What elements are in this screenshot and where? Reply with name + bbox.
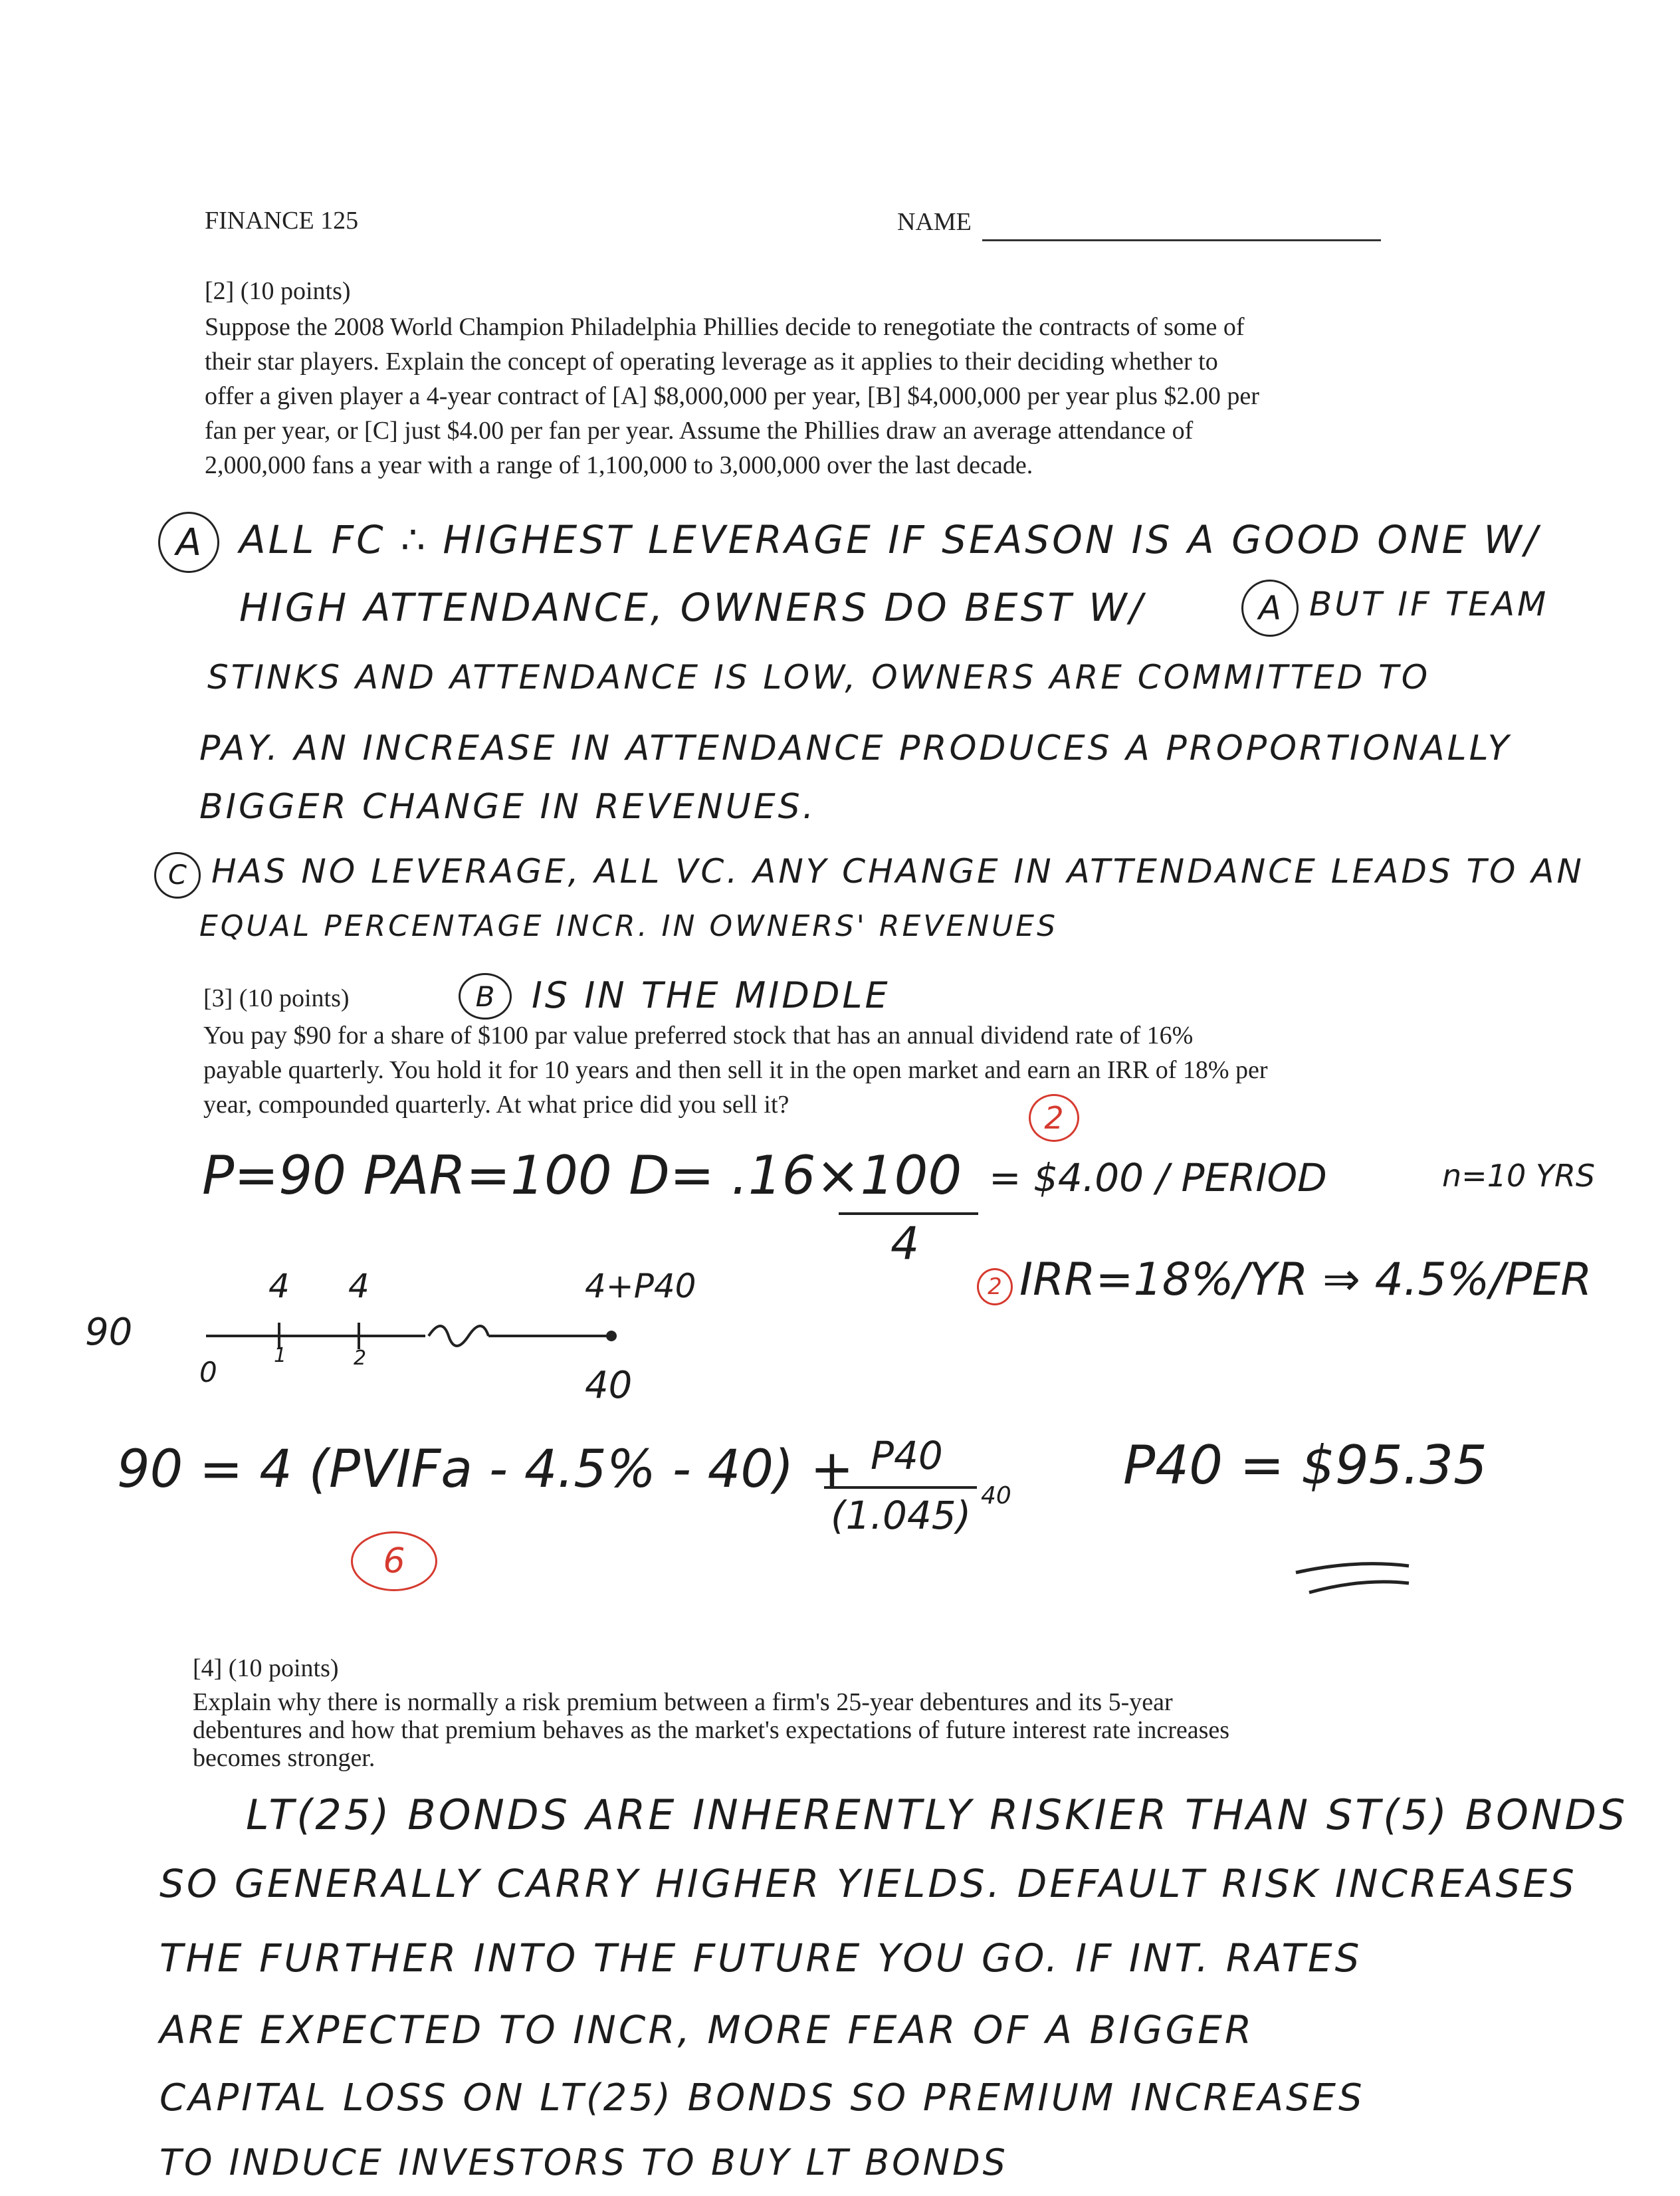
timeline-price: 90 [85, 1311, 133, 1354]
q3-equation: 90 = 4 (PVIFa - 4.5% - 40) + [117, 1440, 854, 1499]
q4-answer-line: TO INDUCE INVESTORS TO BUY LT BONDS [159, 2141, 1008, 2183]
q3-equation-denominator: (1.045) [831, 1493, 972, 1538]
q4-text-line: debentures and how that premium behaves as the market's expectations of future interest rate increases [193, 1716, 1230, 1744]
fraction-bar [839, 1212, 978, 1215]
timeline-cf-1: 4 [268, 1267, 290, 1305]
q2-answer-line: PAY. AN INCREASE IN ATTENDANCE PRODUCES A PROPORTIONALLY [199, 728, 1512, 768]
q3-text [203, 1018, 1532, 1122]
name-label: NAME [897, 208, 972, 236]
q3-equation-numerator: P40 [871, 1433, 943, 1478]
timeline-period-2: 2 [354, 1347, 367, 1370]
q2-text [205, 310, 1487, 483]
option-c-marker: C [168, 860, 187, 891]
q2-text-line: their star players. Explain the concept of operating leverage as it applies to their deciding whether to [205, 348, 1218, 376]
q3-equation-score-circle [351, 1531, 437, 1591]
option-a-marker: A [175, 520, 202, 564]
q3-text-line: payable quarterly. You hold it for 10 years and then sell it in the open market and earn an IRR of 18% per [203, 1056, 1268, 1084]
q4-text-line: Explain why there is normally a risk premium between a firm's 25-year debentures and its 5-year [193, 1688, 1173, 1716]
q3-answer: P40 = $95.35 [1123, 1434, 1487, 1496]
q2-answer-c-line: HAS NO LEVERAGE, ALL VC. ANY CHANGE IN ATTENDANCE LEADS TO AN [211, 852, 1584, 891]
q3-work-n: n=10 YRS [1442, 1158, 1596, 1194]
q3-work-dividend: = $4.00 / PERIOD [989, 1155, 1327, 1200]
q2-text-line: fan per year, or [C] just $4.00 per fan per year. Assume the Phillies draw an average attendance of [205, 417, 1194, 445]
q3-work-denominator: 4 [891, 1218, 920, 1270]
q3-irr-score-value: 2 [988, 1273, 1002, 1300]
option-a-inline-marker: A [1258, 589, 1282, 627]
q2-text-line: Suppose the 2008 World Champion Philadelphia Phillies decide to renegotiate the contracts of some of [205, 313, 1245, 341]
option-b-marker: B [475, 980, 495, 1013]
q3-irr-score-circle [977, 1268, 1013, 1305]
q2-answer-line: STINKS AND ATTENDANCE IS LOW, OWNERS ARE COMMITTED TO [207, 658, 1431, 697]
q3-irr: IRR=18%/YR ⇒ 4.5%/PER [1019, 1254, 1592, 1306]
q3-work-line1: P=90 PAR=100 D= .16×100 [202, 1145, 962, 1206]
timeline-cf-40: 4+P40 [585, 1267, 696, 1305]
q2-text-line: offer a given player a 4-year contract of [A] $8,000,000 per year, [B] $4,000,000 per year plus $2.00 per [205, 382, 1259, 410]
q4-answer-line: THE FURTHER INTO THE FUTURE YOU GO. IF INT. RATES [159, 1935, 1362, 1981]
answer-underline [1289, 1558, 1422, 1604]
q4-text [193, 1688, 1522, 1772]
q3-equation-exponent: 40 [981, 1482, 1011, 1509]
q3-text-line: You pay $90 for a share of $100 par value preferred stock that has an annual dividend rate of 16% [203, 1022, 1194, 1049]
q2-answer-line: BIGGER CHANGE IN REVENUES. [199, 787, 817, 827]
q4-answer-line: CAPITAL LOSS ON LT(25) BONDS SO PREMIUM INCREASES [159, 2076, 1365, 2120]
option-a-circle [158, 512, 219, 573]
course-title: FINANCE 125 [205, 207, 359, 235]
q2-answer-line: HIGH ATTENDANCE, OWNERS DO BEST W/ [239, 585, 1146, 630]
option-c-circle [154, 852, 201, 899]
option-b-circle [459, 973, 512, 1020]
option-a-inline-circle [1241, 580, 1299, 637]
equation-fraction-bar [824, 1486, 977, 1489]
q2-text-line: 2,000,000 fans a year with a range of 1,100,000 to 3,000,000 over the last decade. [205, 451, 1033, 479]
q2-answer-b-line: IS IN THE MIDDLE [532, 974, 891, 1016]
timeline-cf-2: 4 [348, 1267, 369, 1305]
q4-answer-line: ARE EXPECTED TO INCR, MORE FEAR OF A BIGGER [159, 2007, 1255, 2052]
q3-text-line: year, compounded quarterly. At what price did you sell it? [203, 1091, 789, 1119]
name-field-line [982, 239, 1381, 241]
q2-answer-line-tail: BUT IF TEAM [1309, 585, 1549, 623]
q2-heading: [2] (10 points) [205, 277, 351, 305]
q3-equation-score-value: 6 [383, 1541, 405, 1581]
q3-heading: [3] (10 points) [203, 984, 350, 1012]
timeline-period-0: 0 [199, 1356, 217, 1388]
q4-answer-line: LT(25) BONDS ARE INHERENTLY RISKIER THAN ST(5) BONDS [246, 1791, 1628, 1839]
q4-answer-line: SO GENERALLY CARRY HIGHER YIELDS. DEFAULT RISK INCREASES [159, 1861, 1577, 1906]
q2-answer-c-line: EQUAL PERCENTAGE INCR. IN OWNERS' REVENUES [199, 909, 1058, 943]
q2-answer-line: ALL FC ∴ HIGHEST LEVERAGE IF SEASON IS A GOOD ONE W/ [239, 517, 1540, 562]
q3-score-value: 2 [1044, 1100, 1064, 1136]
q4-heading: [4] (10 points) [193, 1654, 339, 1682]
timeline-period-40: 40 [585, 1364, 633, 1407]
q3-score-circle [1029, 1094, 1079, 1142]
timeline-period-1: 1 [274, 1344, 287, 1367]
q4-text-line: becomes stronger. [193, 1744, 375, 1772]
